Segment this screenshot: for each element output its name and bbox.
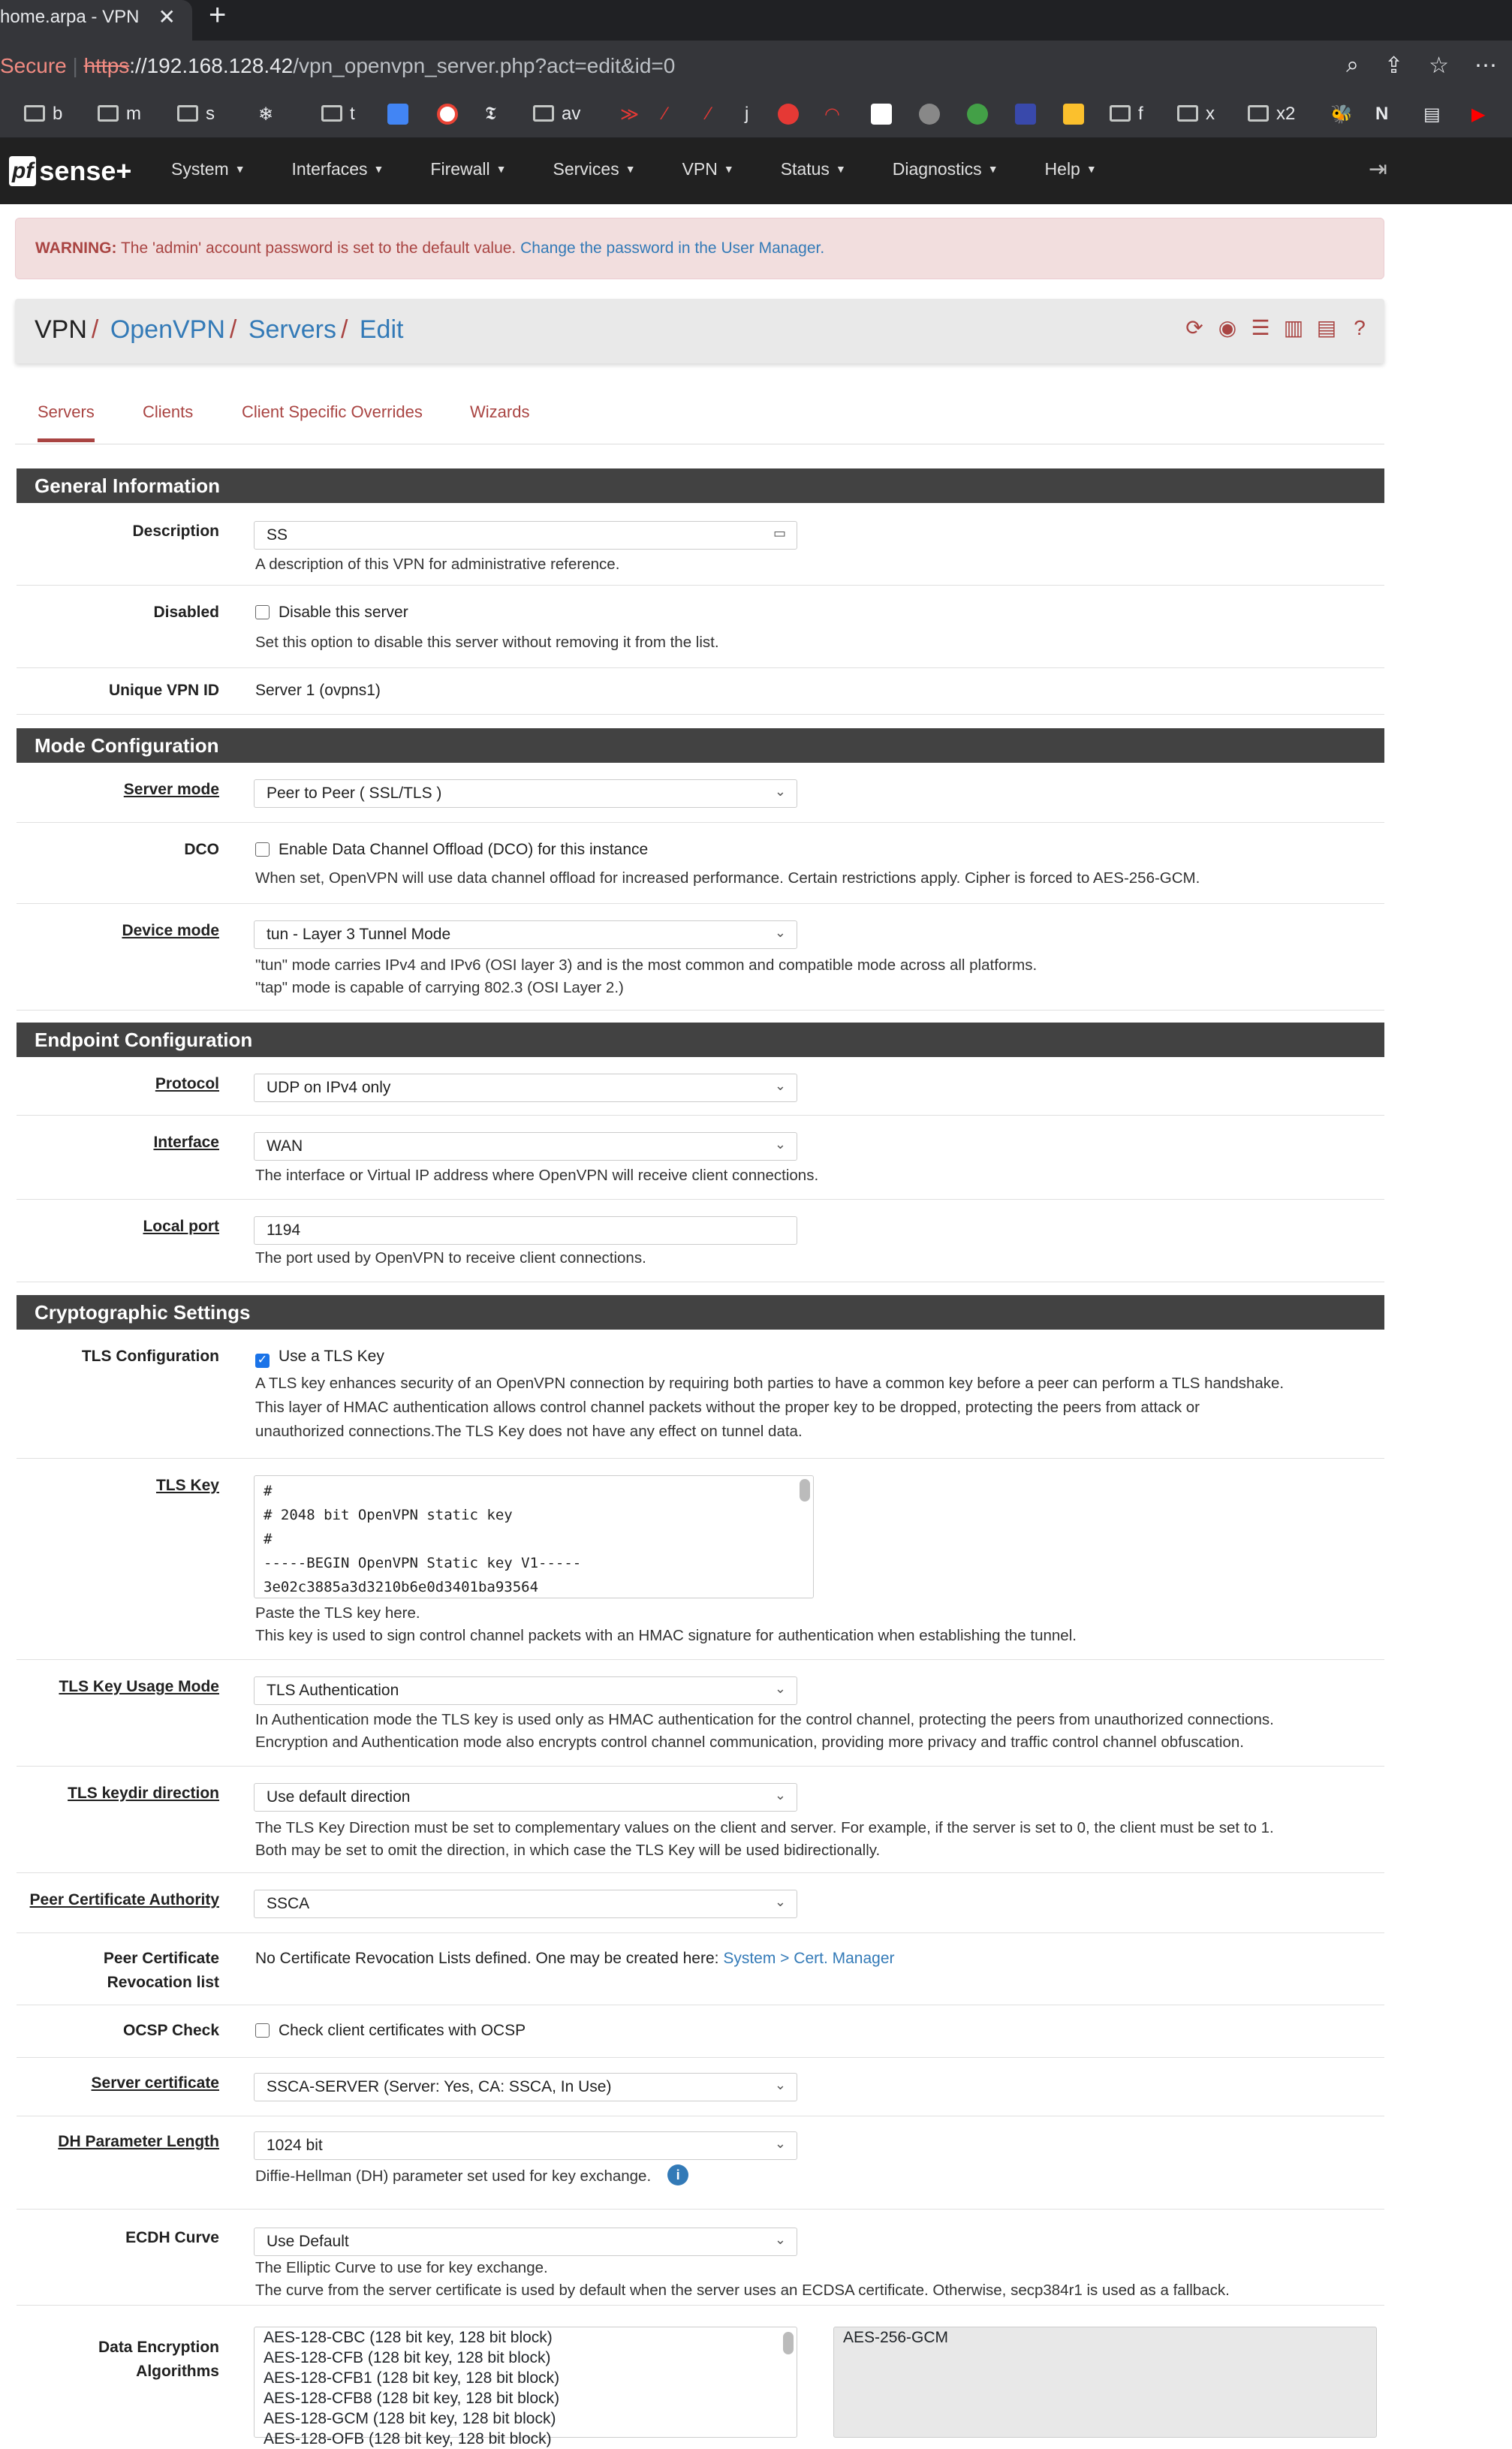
tls-key-usage-label[interactable]: TLS Key Usage Mode: [59, 1678, 219, 1695]
chevron-down-icon: ⌄: [774, 784, 786, 799]
help-icon[interactable]: ?: [1354, 316, 1366, 339]
change-password-link[interactable]: Change the password in the User Manager.: [520, 239, 825, 257]
amazon-icon[interactable]: [871, 104, 892, 126]
protocol-label[interactable]: Protocol: [155, 1075, 219, 1092]
folder-icon: [1110, 105, 1131, 122]
chevron-down-icon: ⌄: [774, 2077, 786, 2092]
list-item[interactable]: AES-128-CFB8 (128 bit key, 128 bit block): [264, 2390, 560, 2407]
breadcrumb-root: VPN: [35, 315, 87, 344]
extensions-icon[interactable]: ⋯: [1474, 53, 1497, 78]
apple-icon[interactable]: [778, 104, 799, 126]
folder-icon: [24, 105, 45, 122]
menu-status[interactable]: Status ▼: [780, 159, 846, 179]
dco-help: When set, OpenVPN will use data channel offload for increased performance. Certain restrictions apply. Cipher is forced to AES-256-GCM.: [255, 869, 1200, 887]
cert-manager-link[interactable]: System > Cert. Manager: [723, 1950, 895, 1967]
caret-down-icon: ▼: [835, 163, 846, 175]
bookmark-folder-m[interactable]: m: [98, 104, 141, 125]
row-local-port: [17, 1200, 1384, 1282]
peer-ca-select[interactable]: SSCA ⌄: [254, 1890, 797, 1918]
menu-services[interactable]: Services ▼: [553, 159, 636, 179]
tls-configuration-help-3: unauthorized connections.The TLS Key does not have any effect on tunnel data.: [255, 1423, 803, 1440]
ecdh-curve-help-2: The curve from the server certificate is used by default when the server uses an ECDSA certificate. Otherwise, secp384r1 is used as a fallback.: [255, 2282, 1230, 2299]
tls-key-usage-select[interactable]: TLS Authentication ⌄: [254, 1676, 797, 1705]
ecdh-curve-select[interactable]: Use Default ⌄: [254, 2228, 797, 2256]
address-bar-icons: [1346, 53, 1497, 79]
tls-keydir-select[interactable]: Use default direction ⌄: [254, 1783, 797, 1812]
browser-tab[interactable]: [0, 0, 192, 41]
row-disabled: [17, 586, 1384, 668]
section-mode-configuration: Mode Configuration: [17, 728, 1384, 763]
scrollbar-thumb[interactable]: [783, 2332, 794, 2354]
data-encryption-label-line2: Algorithms: [136, 2363, 219, 2380]
list-item[interactable]: AES-128-CBC (128 bit key, 128 bit block): [264, 2329, 553, 2346]
ocsp-checkbox[interactable]: Check client certificates with OCSP: [255, 2019, 526, 2043]
row-device-mode: [17, 904, 1384, 1011]
tls-keydir-help-2: Both may be set to omit the direction, in which case the TLS Key will be used bidirectionally.: [255, 1842, 881, 1859]
link-icon[interactable]: ⁄: [707, 104, 711, 124]
restart-icon[interactable]: ⟳: [1185, 316, 1203, 339]
menu-help[interactable]: Help ▼: [1044, 159, 1097, 179]
server-certificate-select[interactable]: SSCA-SERVER (Server: Yes, CA: SSCA, In Use) ⌄: [254, 2073, 797, 2101]
tls-keydir-help-1: The TLS Key Direction must be set to complementary values on the client and server. For example, if the server is set to 0, the client must be set to 1.: [255, 1819, 1274, 1836]
caret-down-icon: ▼: [625, 163, 636, 175]
tab-client-specific-overrides[interactable]: Client Specific Overrides: [242, 402, 423, 421]
arrow-icon[interactable]: ≫: [620, 104, 640, 125]
row-server-certificate: [17, 2058, 1384, 2116]
tls-key-help-1: Paste the TLS key here.: [255, 1604, 420, 1622]
row-peer-crl: [17, 1933, 1384, 2005]
bookmark-j[interactable]: j: [745, 104, 749, 124]
earth-icon[interactable]: [967, 104, 988, 126]
tls-keydir-label[interactable]: TLS keydir direction: [68, 1785, 219, 1802]
interface-label[interactable]: Interface: [153, 1134, 219, 1151]
row-dh-parameter: [17, 2116, 1384, 2210]
breadcrumb-edit[interactable]: Edit: [359, 315, 404, 344]
chevron-down-icon: ⌄: [774, 1788, 786, 1803]
list-item[interactable]: AES-128-GCM (128 bit key, 128 bit block): [264, 2410, 556, 2427]
feed-icon[interactable]: [1015, 104, 1036, 126]
top-navbar: [0, 138, 1512, 204]
caret-down-icon: ▼: [987, 163, 998, 175]
server-mode-select[interactable]: Peer to Peer ( SSL/TLS ) ⌄: [254, 779, 797, 808]
url-host: ://192.168.128.42: [129, 54, 294, 77]
description-help: A description of this VPN for administrative reference.: [255, 556, 620, 573]
device-mode-select[interactable]: tun - Layer 3 Tunnel Mode ⌄: [254, 920, 797, 949]
selected-item[interactable]: AES-256-GCM: [843, 2329, 949, 2346]
bookmark-folder-f[interactable]: f: [1110, 104, 1143, 125]
chevron-down-icon: ⌄: [774, 1894, 786, 1909]
caret-down-icon: ▼: [373, 163, 384, 175]
use-tls-key-checkbox[interactable]: ✓ Use a TLS Key: [255, 1345, 384, 1369]
url-text[interactable]: Secure | https://192.168.128.42/vpn_openvpn_server.php?act=edit&id=0: [0, 54, 676, 77]
caret-down-icon: ▼: [1086, 163, 1097, 175]
pfsense-logo[interactable]: pf sense+: [9, 155, 131, 188]
data-encryption-algorithms-list[interactable]: [254, 2327, 797, 2447]
caret-down-icon: ▼: [495, 163, 507, 175]
tls-key-help-2: This key is used to sign control channel packets with an HMAC signature for authentication when establishing the tunnel.: [255, 1627, 1077, 1644]
chevron-down-icon: ⌄: [774, 2232, 786, 2247]
bookmarks-bar: [0, 95, 1512, 138]
address-bar[interactable]: [0, 41, 1512, 95]
local-port-input[interactable]: 1194: [254, 1216, 797, 1245]
zoom-icon[interactable]: ⌕: [1346, 53, 1359, 77]
autofill-card-icon: ▭: [773, 526, 786, 541]
disabled-help: Set this option to disable this server without removing it from the list.: [255, 634, 719, 651]
translate-icon[interactable]: [387, 104, 408, 126]
tls-configuration-help-1: A TLS key enhances security of an OpenVPN connection by requiring both parties to have a common key before a peer can perform a TLS handshake.: [255, 1375, 1285, 1392]
vpnid-label: Unique VPN ID: [108, 682, 219, 699]
stop-icon[interactable]: ◉: [1218, 316, 1237, 339]
folder-icon: [177, 105, 198, 122]
menu-vpn[interactable]: VPN ▼: [682, 159, 734, 179]
bookmark-folder-t[interactable]: t: [321, 104, 355, 125]
default-password-warning: WARNING: The 'admin' account password is set to the default value. Change the password in the User Manager.: [15, 218, 1384, 279]
google-icon[interactable]: [437, 104, 458, 126]
dh-parameter-help: Diffie-Hellman (DH) parameter set used for key exchange. i: [255, 2164, 688, 2188]
description-input[interactable]: SS ▭: [254, 521, 797, 550]
row-interface: [17, 1116, 1384, 1200]
list-item[interactable]: AES-128-CFB1 (128 bit key, 128 bit block): [264, 2369, 560, 2387]
device-help-tun: "tun" mode carries IPv4 and IPv6 (OSI layer 3) and is the most common and compatible mode across all platforms.: [255, 956, 1038, 974]
row-dco: [17, 823, 1384, 904]
chart-icon[interactable]: [1063, 104, 1084, 126]
peer-crl-text: No Certificate Revocation Lists defined. One may be created here: System > Cert. Manager: [255, 1950, 895, 1967]
globe-icon[interactable]: [919, 104, 940, 126]
chevron-down-icon: ⌄: [774, 1137, 786, 1152]
chevron-down-icon: ⌄: [774, 1078, 786, 1093]
tls-configuration-help-2: This layer of HMAC authentication allows control channel packets without the proper key to be dropped, protecting the peers from attack or: [255, 1399, 1200, 1416]
tls-key-textarea[interactable]: # # 2048 bit OpenVPN static key # -----BEGIN OpenVPN Static key V1----- 3e02c3885a3d3210b6e0d3401ba93564: [254, 1475, 814, 1598]
url-path: /vpn_openvpn_server.php?act=edit&id=0: [293, 54, 676, 77]
breadcrumb-servers[interactable]: Servers: [248, 315, 336, 344]
device-mode-label[interactable]: Device mode: [122, 922, 219, 939]
protocol-select[interactable]: UDP on IPv4 only ⌄: [254, 1074, 797, 1102]
row-data-encryption: [17, 2306, 1384, 2449]
server-certificate-label[interactable]: Server certificate: [91, 2074, 219, 2092]
dh-parameter-label[interactable]: DH Parameter Length: [58, 2133, 219, 2150]
youtube-icon[interactable]: ▶: [1471, 104, 1486, 125]
interface-help: The interface or Virtual IP address where OpenVPN will receive client connections.: [255, 1167, 819, 1184]
tls-configuration-label: TLS Configuration: [81, 1348, 219, 1365]
gauge-icon[interactable]: ◠: [824, 104, 840, 125]
new-tab-button[interactable]: +: [209, 0, 227, 32]
nyt-icon[interactable]: 𝕿: [485, 104, 496, 124]
dh-parameter-select[interactable]: 1024 bit ⌄: [254, 2131, 797, 2160]
scrollbar-thumb[interactable]: [800, 1479, 810, 1502]
tls-key-label[interactable]: TLS Key: [155, 1477, 219, 1494]
share-icon[interactable]: ⇪: [1384, 53, 1404, 78]
disable-server-checkbox[interactable]: Disable this server: [255, 601, 408, 625]
main-menu: [171, 159, 1143, 179]
tls-key-usage-help-2: Encryption and Authentication mode also encrypts control channel communication, providing more privacy and traffic control channel obfuscation.: [255, 1734, 1244, 1751]
row-peer-ca: [17, 1873, 1384, 1933]
folder-icon: [1248, 105, 1269, 122]
menu-firewall[interactable]: Firewall ▼: [430, 159, 507, 179]
tab-bar: [15, 392, 1384, 444]
breadcrumb: VPN / OpenVPN / Servers / Edit ⟳ ◉ ☰ ▥ ▤ ?: [15, 299, 1384, 363]
notion-icon[interactable]: N: [1375, 104, 1389, 124]
ocsp-label: OCSP Check: [123, 2022, 219, 2039]
bar-chart-icon[interactable]: ▥: [1283, 316, 1304, 339]
caret-down-icon: ▼: [234, 163, 245, 175]
list-item[interactable]: AES-128-CFB (128 bit key, 128 bit block): [264, 2349, 551, 2366]
tab-servers[interactable]: Servers: [38, 402, 95, 442]
peer-crl-label-line2: Revocation list: [107, 1974, 219, 1991]
selected-algorithms-list[interactable]: [833, 2327, 1377, 2438]
info-icon[interactable]: i: [667, 2164, 688, 2185]
vpnid-value: Server 1 (ovpns1): [255, 682, 381, 699]
chevron-down-icon: ⌄: [774, 2136, 786, 2151]
browser-tab-strip: [0, 0, 1512, 41]
tls-key-usage-help-1: In Authentication mode the TLS key is used only as HMAC authentication for the control channel, protecting the peers from unauthorized connections.: [255, 1711, 1274, 1728]
bookmark-folder-av[interactable]: av: [533, 104, 580, 125]
row-tls-key: [17, 1459, 1384, 1660]
breadcrumb-openvpn[interactable]: OpenVPN: [110, 315, 225, 344]
peer-crl-label-line1: Peer Certificate: [103, 1950, 219, 1967]
dco-checkbox[interactable]: Enable Data Channel Offload (DCO) for this instance: [255, 838, 648, 862]
row-ecdh-curve: [17, 2210, 1384, 2306]
star-icon[interactable]: ☆: [1429, 53, 1449, 78]
menu-system[interactable]: System ▼: [171, 159, 245, 179]
section-endpoint-configuration: Endpoint Configuration: [17, 1023, 1384, 1057]
local-port-label[interactable]: Local port: [143, 1218, 219, 1235]
folder-icon: [533, 105, 554, 122]
bookmark-folder-x[interactable]: x: [1177, 104, 1215, 125]
chevron-down-icon: ⌄: [774, 1681, 786, 1696]
server-mode-label[interactable]: Server mode: [123, 781, 219, 798]
interface-select[interactable]: WAN ⌄: [254, 1132, 797, 1161]
row-tls-keydir: [17, 1767, 1384, 1873]
row-server-mode: [17, 763, 1384, 823]
row-ocsp: [17, 2005, 1384, 2058]
url-scheme: https: [83, 54, 130, 77]
description-label: Description: [132, 523, 219, 540]
close-icon[interactable]: ✕: [158, 5, 176, 29]
list-item[interactable]: AES-128-OFB (128 bit key, 128 bit block): [264, 2430, 552, 2447]
browser-tab-title: home.arpa - VPN: [0, 7, 140, 27]
ecdh-curve-help-1: The Elliptic Curve to use for key exchange.: [255, 2259, 548, 2276]
data-encryption-label-line1: Data Encryption: [98, 2339, 219, 2356]
bookmark-folder-s[interactable]: s: [177, 104, 215, 125]
bookmark-folder-x2[interactable]: x2: [1248, 104, 1295, 125]
dco-label: DCO: [184, 841, 219, 858]
menu-diagnostics[interactable]: Diagnostics ▼: [892, 159, 998, 179]
link-icon[interactable]: ⁄: [664, 104, 667, 124]
reader-icon[interactable]: ▤: [1423, 104, 1441, 125]
row-tls-key-usage-mode: [17, 1660, 1384, 1767]
security-label[interactable]: Secure: [0, 54, 67, 77]
local-port-help: The port used by OpenVPN to receive client connections.: [255, 1249, 646, 1267]
folder-icon: [321, 105, 342, 122]
snowflake-icon[interactable]: ❄: [258, 104, 274, 125]
disabled-label: Disabled: [153, 604, 219, 621]
section-general-information: General Information: [17, 468, 1384, 503]
tab-clients[interactable]: Clients: [143, 402, 194, 421]
folder-icon: [98, 105, 119, 122]
bee-icon[interactable]: 🐝: [1330, 104, 1353, 125]
section-cryptographic-settings: Cryptographic Settings: [17, 1295, 1384, 1330]
settings-sliders-icon[interactable]: ☰: [1251, 316, 1270, 339]
row-description: [17, 503, 1384, 586]
ecdh-curve-label: ECDH Curve: [125, 2229, 219, 2246]
tab-wizards[interactable]: Wizards: [470, 402, 530, 421]
caret-down-icon: ▼: [723, 163, 734, 175]
row-unique-vpn-id: [17, 668, 1384, 715]
row-protocol: [17, 1057, 1384, 1116]
bookmark-folder-b[interactable]: b: [24, 104, 62, 125]
logout-icon[interactable]: ⇥: [1368, 157, 1387, 182]
folder-icon: [1177, 105, 1198, 122]
menu-interfaces[interactable]: Interfaces ▼: [291, 159, 384, 179]
log-list-icon[interactable]: ▤: [1316, 316, 1337, 339]
device-help-tap: "tap" mode is capable of carrying 802.3 (OSI Layer 2.): [255, 979, 624, 996]
chevron-down-icon: ⌄: [774, 925, 786, 940]
row-tls-configuration: [17, 1330, 1384, 1459]
peer-ca-label[interactable]: Peer Certificate Authority: [29, 1891, 219, 1908]
